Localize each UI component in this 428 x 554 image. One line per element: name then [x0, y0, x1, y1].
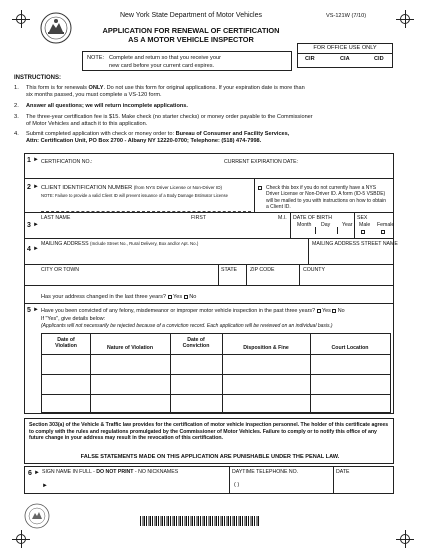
crop-mark-bottom-left	[12, 530, 30, 548]
last-name-field[interactable]: LAST NAME	[41, 215, 71, 221]
expiration-date-field[interactable]: CURRENT EXPIRATION DATE:	[224, 159, 299, 165]
agency-name: New York State Department of Motor Vehicles	[119, 12, 263, 19]
table-header-date-of-violation: Date of Violation	[55, 337, 77, 350]
first-name-field[interactable]: FIRST	[191, 215, 206, 221]
conviction-no-checkbox[interactable]	[332, 309, 336, 313]
instructions-heading: INSTRUCTIONS:	[14, 75, 61, 81]
certification-statement: Section 303(a) of the Vehicle & Traffic law provides for the certification of motor vehicle inspection personnel. The holder of this certificate agrees to comply with the rules and regulations promulgated by the Commissioner of Motor Vehicles. Failure to comply or to notify this office of any future change in your address may result in the revocation of this certification.	[29, 422, 389, 442]
client-id-label: CLIENT IDENTIFICATION NUMBER (from NYS Driver License or Non-Driver ID)	[41, 185, 223, 191]
address-changed-question: Has your address changed in the last three years? Yes No	[41, 294, 197, 300]
office-use-cid: CID	[374, 56, 384, 62]
middle-initial-field[interactable]: M.I.	[278, 215, 287, 221]
address-changed-no-checkbox[interactable]	[184, 295, 188, 299]
section-5-number: 5	[27, 307, 31, 314]
section-1-number: 1	[27, 157, 31, 164]
form-title-line2: AS A MOTOR VEHICLE INSPECTOR	[128, 35, 254, 44]
client-id-input[interactable]	[41, 202, 251, 212]
male-checkbox[interactable]	[361, 230, 365, 234]
crop-mark-top-left	[12, 10, 30, 28]
dob-year[interactable]: Year	[342, 222, 353, 228]
conviction-question: Have you been convicted of any felony, misdemeanor or improper motor vehicle inspection in the past three years? Yes No	[41, 308, 345, 314]
form-number: VS-121W (7/10)	[326, 13, 367, 19]
certification-no-field[interactable]: CERTIFICATION NO.:	[41, 159, 93, 165]
mailing-street-field[interactable]: MAILING ADDRESS STREET NAME	[312, 241, 398, 247]
office-use-title: FOR OFFICE USE ONLY	[313, 45, 377, 51]
signature-label: SIGN NAME IN FULL - DO NOT PRINT - NO NICKNAMES	[42, 469, 179, 475]
instruction-3-num: 3.	[14, 114, 19, 120]
table-header-disposition-fine: Disposition & Fine	[243, 345, 289, 351]
instruction-2: Answer all questions; we will return incomplete applications.	[26, 103, 188, 109]
note-label: NOTE:	[87, 55, 105, 61]
mailing-address-field[interactable]: MAILING ADDRESS (Include Street No., Rural Delivery, Box and/or Apt. No.)	[41, 241, 199, 247]
female-checkbox[interactable]	[381, 230, 385, 234]
form-title-line1: APPLICATION FOR RENEWAL OF CERTIFICATION	[102, 26, 280, 35]
section-2-number: 2	[27, 184, 31, 191]
address-changed-yes-checkbox[interactable]	[168, 295, 172, 299]
county-field[interactable]: COUNTY	[303, 267, 325, 273]
instruction-4-num: 4.	[14, 131, 19, 137]
table-header-court-location: Court Location	[331, 345, 369, 351]
signature-input[interactable]	[51, 479, 227, 491]
dob-day[interactable]: Day	[321, 222, 331, 228]
zip-field[interactable]: ZIP CODE	[250, 267, 275, 273]
arrow-icon: ►	[33, 222, 39, 228]
nys-seal-logo	[40, 12, 72, 44]
section-6-number: 6	[28, 470, 32, 477]
sex-label: SEX	[357, 215, 368, 221]
instruction-1: This form is for renewals ONLY. Do not use this form for original applications. If your expiration date is more than six months passed, you must complete a VS-120 form.	[26, 85, 305, 98]
instruction-2-num: 2.	[14, 103, 19, 109]
note-text-1: Complete and return so that you receive your	[109, 55, 221, 61]
arrow-icon: ►	[33, 157, 39, 163]
office-use-cir: CIR	[305, 56, 315, 62]
conviction-if-yes: If "Yes", give details below:	[41, 316, 106, 322]
arrow-icon: ►	[33, 246, 39, 252]
section-4-number: 4	[27, 246, 31, 253]
barcode	[140, 516, 260, 526]
office-use-box	[297, 43, 393, 68]
table-header-date-of-conviction: Date of Conviction	[182, 337, 210, 350]
daytime-phone-label: DAYTIME TELEPHONE NO.	[232, 469, 299, 475]
footer-seal-logo	[24, 503, 50, 529]
arrow-icon: ►	[42, 483, 48, 489]
conviction-yes-checkbox[interactable]	[317, 309, 321, 313]
sex-male-label: Male	[359, 222, 371, 228]
dob-label: DATE OF BIRTH	[293, 215, 333, 221]
sex-female-label: Female	[377, 222, 395, 228]
instruction-4: Submit completed application with check or money order to: Bureau of Consumer and Facility Services, Attn: Certification Unit, PO Box 2700 - Albany NY 12220-0700; Telephone: (518) 474-7998.	[26, 131, 290, 144]
client-id-note: NOTE: Failure to provide a valid Client ID will prevent issuance of a Body Damage Estimator License	[41, 193, 228, 198]
certification-statement-box	[24, 418, 394, 464]
daytime-phone-input[interactable]: ( )	[234, 482, 240, 488]
crop-mark-bottom-right	[396, 530, 414, 548]
date-label: DATE	[336, 469, 350, 475]
arrow-icon: ►	[33, 307, 39, 313]
office-use-cia: CIA	[340, 56, 350, 62]
no-license-checkbox[interactable]	[258, 186, 262, 190]
instruction-3: The three-year certification fee is $15. Make check (no starter checks) or money order payable to the Commissioner of Motor Vehicles and attach it to this application.	[26, 114, 313, 127]
table-header-nature-of-violation: Nature of Violation	[106, 345, 154, 351]
arrow-icon: ►	[34, 470, 40, 476]
state-field[interactable]: STATE	[221, 267, 237, 273]
city-field[interactable]: CITY OR TOWN	[41, 267, 80, 273]
conviction-table	[41, 333, 391, 413]
crop-mark-top-right	[396, 10, 414, 28]
no-license-text: Check this box if you do not currently have a NYS Driver License or Non-Driver ID. A form (ID-5 VSBDE) will be mailed to you with instructions on how to obtain a Client ID.	[266, 185, 387, 211]
renewal-note-box	[82, 51, 292, 71]
arrow-icon: ►	[33, 184, 39, 190]
conviction-note: (Applicants will not necessarily be rejected because of a conviction record. Each application will be reviewed on an individual basis.)	[41, 323, 333, 329]
note-text-2: new card before your current card expires.	[109, 63, 215, 69]
dob-month[interactable]: Month	[297, 222, 312, 228]
false-statements-warning: FALSE STATEMENTS MADE ON THIS APPLICATION ARE PUNISHABLE UNDER THE PENAL LAW.	[80, 454, 340, 460]
signature-box	[24, 466, 394, 494]
instruction-1-num: 1.	[14, 85, 19, 91]
section-3-number: 3	[27, 222, 31, 229]
